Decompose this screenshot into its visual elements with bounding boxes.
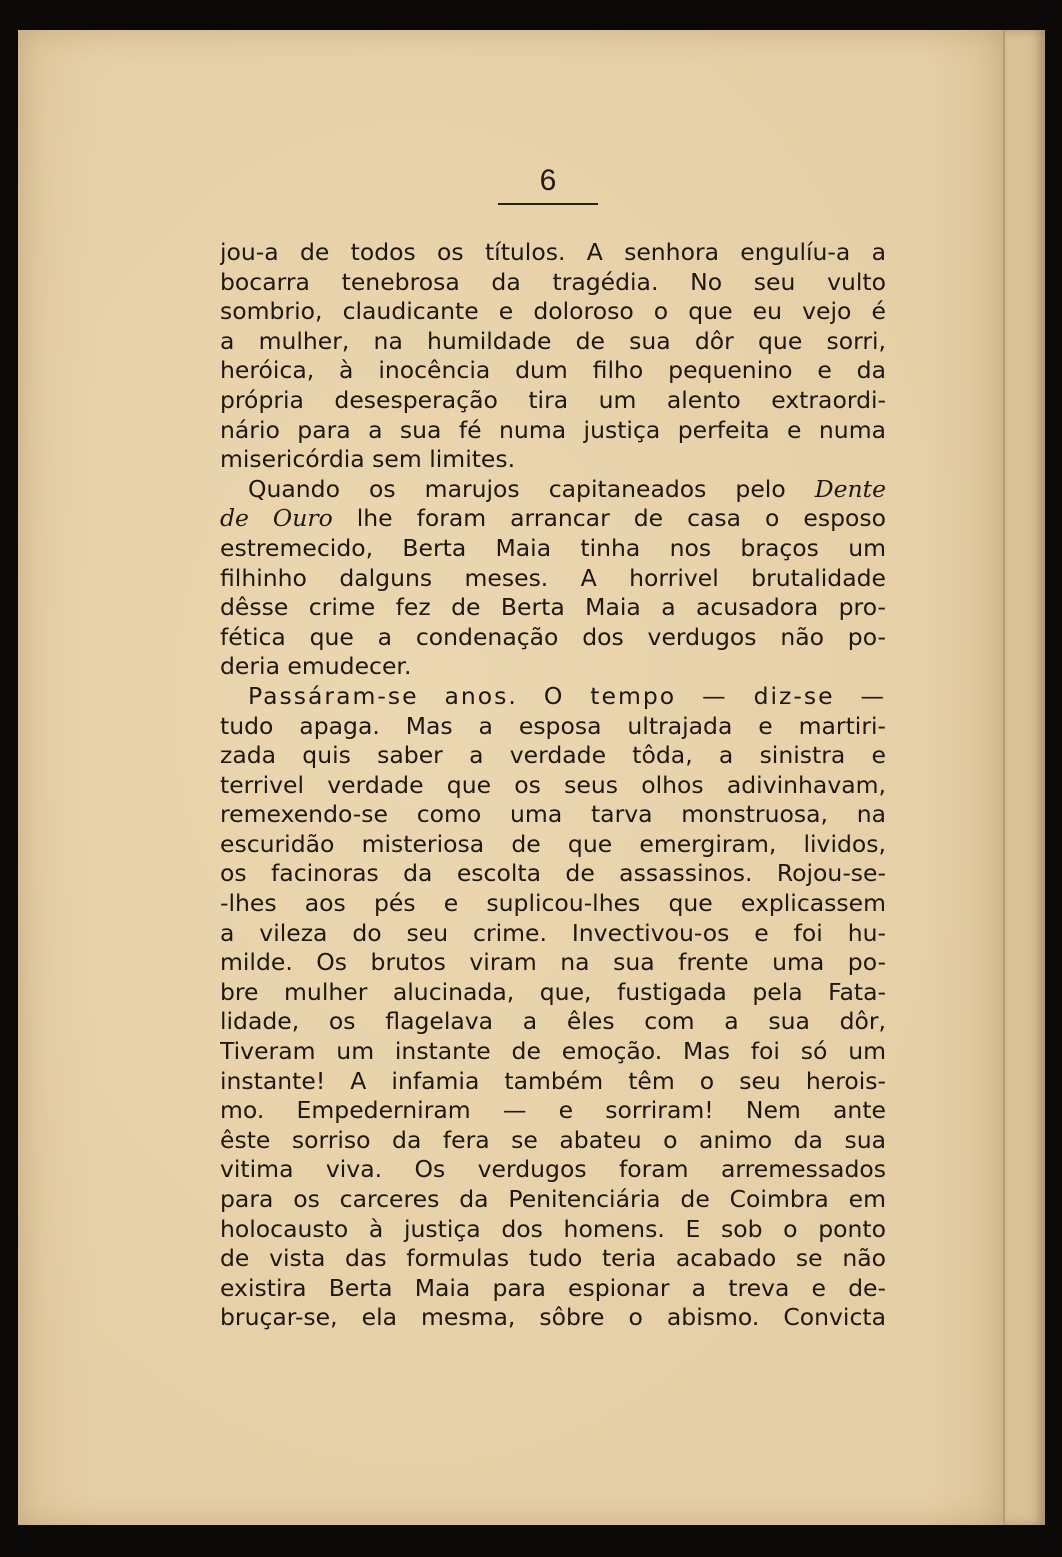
text-line: milde. Os brutos viram na sua frente uma po- <box>220 948 886 977</box>
body-text <box>220 238 886 1333</box>
italic-name: de Ouro <box>220 504 333 533</box>
text-line: zada quis saber a verdade tôda, a sinistra e <box>220 741 886 770</box>
text-line: fética que a condenação dos verdugos não po- <box>220 622 886 651</box>
text-line: terrivel verdade que os seus olhos adivinhavam, <box>220 770 886 799</box>
text-line: mo. Empederniram — e sorriram! Nem ante <box>220 1096 886 1125</box>
text-line: lidade, os flagelava a êles com a sua dôr, <box>220 1007 886 1036</box>
text-line: remexendo-se como uma tarva monstruosa, na <box>220 800 886 829</box>
text-line: misericórdia sem limites. <box>220 445 516 474</box>
italic-name: Dente <box>814 474 886 503</box>
text-fragment: lhe foram arrancar de casa o esposo <box>356 504 886 533</box>
page-number-rule <box>498 203 598 205</box>
text-line: deria emudecer. <box>220 652 412 681</box>
text-fragment: Quando os marujos capitaneados pelo <box>248 474 786 503</box>
text-line: nário para a sua fé numa justiça perfeita e numa <box>220 415 886 444</box>
next-page-edge <box>1003 30 1045 1525</box>
text-line: dêsse crime fez de Berta Maia a acusadora pro- <box>220 593 886 622</box>
text-line: existira Berta Maia para espionar a treva e de- <box>220 1273 886 1302</box>
text-line: tudo apaga. Mas a esposa ultrajada e martiri- <box>220 711 886 740</box>
text-line: de vista das formulas tudo teria acabado se não <box>220 1244 886 1273</box>
text-line: bre mulher alucinada, que, fustigada pela Fata- <box>220 977 886 1006</box>
text-line: os facinoras da escolta de assassinos. Rojou-se- <box>220 859 886 888</box>
text-line: bocarra tenebrosa da tragédia. No seu vulto <box>220 267 886 296</box>
text-line: para os carceres da Penitenciária de Coimbra em <box>220 1185 886 1213</box>
text-line <box>220 475 886 505</box>
text-line: jou-a de todos os títulos. A senhora engulíu-a a <box>220 238 886 266</box>
text-line: instante! A infamia também têm o seu herois- <box>220 1066 886 1095</box>
text-line: estremecido, Berta Maia tinha nos braços um <box>220 533 886 562</box>
text-line: filhinho dalguns meses. A horrivel brutalidade <box>220 563 886 592</box>
text-line: êste sorriso da fera se abateu o animo da sua <box>220 1125 886 1154</box>
text-line: -lhes aos pés e suplicou-lhes que explicassem <box>220 889 886 918</box>
text-line: holocausto à justiça dos homens. E sob o ponto <box>220 1214 886 1243</box>
text-line: Passáram-se anos. O tempo — diz-se — <box>248 681 886 710</box>
text-line: própria desesperação tira um alento extraordi- <box>220 385 886 414</box>
text-line: escuridão misteriosa de que emergiram, lividos, <box>220 829 886 858</box>
text-line: vitima viva. Os verdugos foram arremessados <box>220 1155 886 1184</box>
text-line: Tiveram um instante de emoção. Mas foi só um <box>220 1037 886 1066</box>
text-line: sombrio, claudicante e doloroso o que eu vejo é <box>220 297 886 326</box>
text-line <box>220 504 886 534</box>
text-line: a vileza do seu crime. Invectivou-os e foi hu- <box>220 918 886 947</box>
page-number: 6 <box>539 164 557 197</box>
text-line: bruçar-se, ela mesma, sôbre o abismo. Convicta <box>220 1303 886 1332</box>
text-line: a mulher, na humildade de sua dôr que sorri, <box>220 326 886 355</box>
text-line: heróica, à inocência dum filho pequenino e da <box>220 356 886 385</box>
